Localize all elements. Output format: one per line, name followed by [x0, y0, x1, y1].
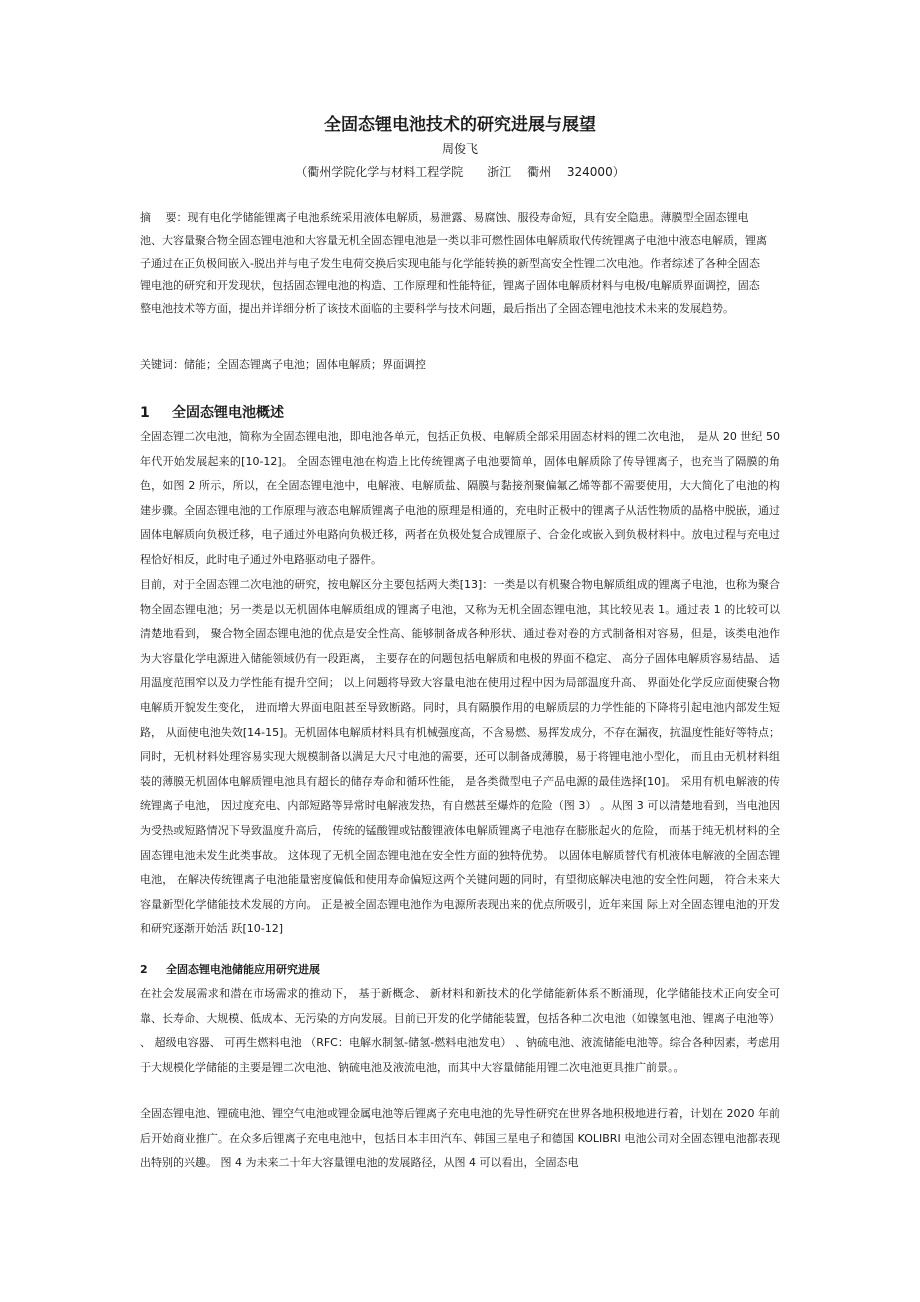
section-2-heading — [140, 959, 780, 981]
section-1-heading — [140, 402, 780, 424]
paper-title: 全固态锂电池技术的研究进展与展望 — [324, 115, 596, 135]
keywords: 关键词：储能；全固态锂离子电池；固体电解质；界面调控 — [140, 358, 426, 371]
section-2-paragraph-2: 全固态锂电池、锂硫电池、锂空气电池或锂金属电池等后锂离子充电电池的先导性研究在世界各地积极地进行着，计划在 2020 年前后开始商业推广。在众多后锂离子充电电池中，包括日本丰田汽车、韩国三星电子和德国 KOLIBRI 电池公司对全固态锂电池都表现出特别的兴趣。 图 4 为未来二十年大容量锂电池的发展路径，从图 4 可以看出，全固态电 — [140, 1107, 780, 1170]
section-1-paragraph-1: 全固态锂二次电池，简称为全固态锂电池，即电池各单元，包括正负极、电解质全部采用固态材料的锂二次电池， 是从 20 世纪 50 年代开始发展起来的[10-12]。 全固态锂电池在构造上比传统锂离子电池要简单，固体电解质除了传导锂离子，也充当了隔膜的角色，如图 2 所示，所以，在全固态锂电池中，电解液、电解质盐、隔膜与黏接剂聚偏氟乙烯等都不需要使用，大大简化了电池的构建步骤。全固态锂电池的工作原理与液态电解质锂离子电池的原理是相通的，充电时正极中的锂离子从活性物质的晶格中脱嵌，通过固体电解质向负极迁移，电子通过外电路向负极迁移，两者在负极处复合成锂原子、合金化或嵌入到负极材料中。放电过程与充电过程恰好相反，此时电子通过外电路驱动电子器件。 — [140, 430, 780, 566]
section-1-paragraph-2: 目前，对于全固态锂二次电池的研究，按电解区分主要包括两大类[13]：一类是以有机聚合物电解质组成的锂离子电池，也称为聚合物全固态锂电池；另一类是以无机固体电解质组成的锂离子电池，又称为无机全固态锂电池，其比较见表 1。通过表 1 的比较可以清楚地看到， 聚合物全固态锂电池的优点是安全性高、能够制备成各种形状、通过卷对卷的方式制备相对容易，但是，该类电池作为大容量化学电源进入储能领域仍有一段距离， 主要存在的问题包括电解质和电极的界面不稳定、 高分子固体电解质容易结晶、 适用温度范围窄以及力学性能有提升空间； 以上问题将导致大容量电池在使用过程中因为局部温度升高、 界面处化学反应面使聚合物电解质开貌发生变化， 进而增大界面电阻甚至导致断路。同时，具有隔膜作用的电解质层的力学性能的下降将引起电池内部发生短路， 从面使电池失效[14-15]。无机固体电解质材料具有机械强度高，不含易燃、易挥发成分，不存在漏夜，抗温度性能好等特点；同时，无机材料处理容易实现大规模制备以满足大尺寸电池的需要，还可以制备成薄膜，易于将锂电池小型化， 而且由无机材料组装的薄膜无机固体电解质锂电池具有超长的储存寿命和循环性能， 是各类微型电子产品电源的最佳选择[10]。 采用有机电解液的传统锂离子电池， 因过度充电、内部短路等异常时电解液发热，有自燃甚至爆炸的危险（图 3） 。从图 3 可以清楚地看到，当电池因为受热或短路情况下导致温度升高后， 传统的锰酸锂或钴酸锂液体电解质锂离子电池存在膨胀起火的危险， 而基于纯无机材料的全固态锂电池未发生此类事故。 这体现了无机全固态锂电池在安全性方面的独特优势。 以固体电解质替代有机液体电解液的全固态锂电池， 在解决传统锂离子电池能量密度偏低和使用寿命偏短这两个关键问题的同时，有望彻底解决电池的安全性问题， 符合未来大容量新型化学储能技术发展的方向。 正是被全固态锂电池作为电源所表现出来的优点所吸引，近年来国 际上对全固态锂电池的开发和研究逐渐开始活 跃[10-12] — [140, 578, 780, 936]
author-name: 周俊飞 — [441, 142, 478, 156]
section-2-paragraph-1: 在社会发展需求和潜在市场需求的推动下， 基于新概念、 新材料和新技术的化学储能新体系不断涌现，化学储能技术正向安全可靠、长寿命、大规模、低成本、无污染的方向发展。目前已开发的化学储能装置，包括各种二次电池（如镍氢电池、锂离子电池等） 、 超级电容器、 可再生燃料电池 （RFC：电解水制氢-储氢-燃料电池发电） 、钠硫电池、液流储能电池等。综合各种因素，考虑用于大规模化学储能的主要是锂二次电池、钠硫电池及液流电池，而其中大容量储能用锂二次电池更具推广前景。。 — [140, 987, 780, 1074]
section-1-title: 全固态锂电池概述 — [172, 405, 284, 421]
abstract: 摘 要：现有电化学储能锂离子电池系统采用液体电解质，易泄露、易腐蚀、服役寿命短，具有安全隐患。薄膜型全固态锂电池、大容量聚合物全固态锂电池和大容量无机全固态锂电池是一类以非可燃性固体电解质取代传统锂离子电池中液态电解质，锂离子通过在正负极间嵌入-脱出并与电子发生电荷交换后实现电能与化学能转换的新型高安全性锂二次电池。作者综述了各种全固态锂电池的研究和开发现状，包括固态锂电池的构造、工作原理和性能特征，锂离子固体电解质材料与电极/电解质界面调控，固态整电池技术等方面，提出并详细分析了该技术面临的主要科学与技术问题，最后指出了全固态锂电池技术未来的发展趋势。 — [140, 211, 767, 316]
section-2-title: 全固态锂电池储能应用研究进展 — [166, 963, 320, 976]
author-affiliation: （衢州学院化学与材料工程学院 浙江 衢州 324000） — [295, 165, 625, 179]
section-2-number: 2 — [140, 963, 148, 976]
section-1-number: 1 — [140, 405, 150, 421]
